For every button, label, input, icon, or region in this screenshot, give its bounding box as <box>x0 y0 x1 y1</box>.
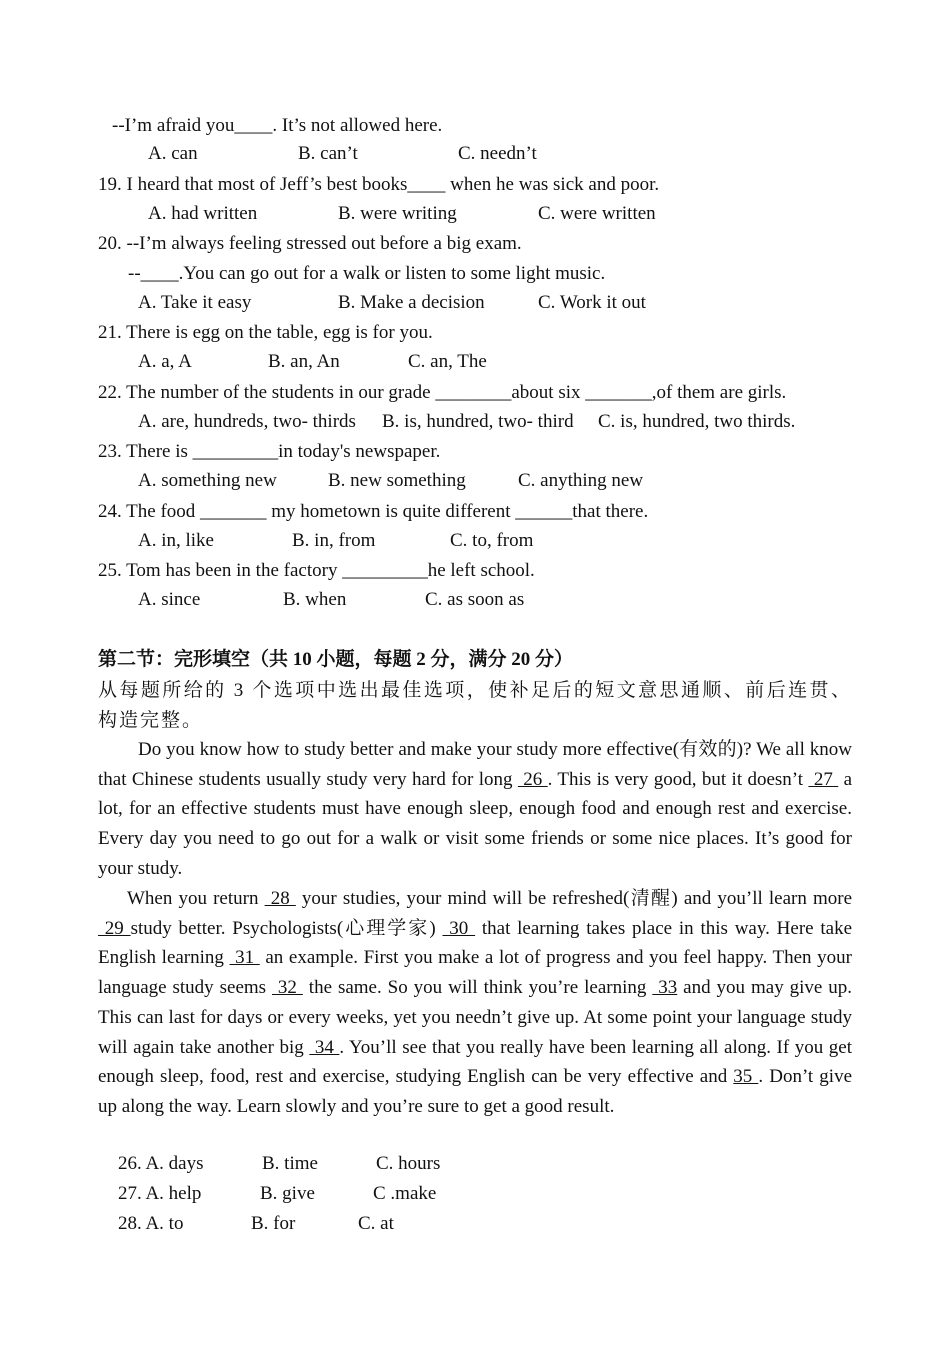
blank-34: 34 <box>309 1036 340 1058</box>
blank-32: 32 <box>272 977 303 999</box>
q25-stem: 25. Tom has been in the factory _________he left school. <box>98 560 535 581</box>
q28-option-b: B. for <box>251 1213 296 1234</box>
q24-stem: 24. The food _______ my hometown is quite different ______that there. <box>98 501 649 522</box>
passage-text: . You’ll see that you really have been learning all along. If you get enough sleep, food, rest and exercise, studying English can be very effective and <box>98 1036 852 1088</box>
q18-option-b: B. can’t <box>298 143 358 164</box>
q21-option-b: B. an, An <box>268 351 340 372</box>
passage-text: . Don’t give up along the way. Learn slowly and you’re sure to get a good result. <box>98 1066 852 1117</box>
q23-stem: 23. There is _________in today's newspaper. <box>98 441 441 462</box>
q28-option-a: 28. A. to <box>118 1213 184 1234</box>
q19-option-a: A. had written <box>148 203 258 224</box>
q24-option-b: B. in, from <box>292 530 376 551</box>
q18-option-c: C. needn’t <box>458 143 537 164</box>
q25-option-a: A. since <box>138 589 201 610</box>
q20-stem: 20. --I’m always feeling stressed out before a big exam. <box>98 233 522 254</box>
q28-option-c: C. at <box>358 1213 394 1234</box>
passage-text: Do you know how to study better and make your study more effective(有效的)? We all know that Chinese students usually study very hard for long <box>98 739 852 790</box>
q21-stem: 21. There is egg on the table, egg is for you. <box>98 322 433 343</box>
q19-option-b: B. were writing <box>338 203 457 224</box>
q21-option-a: A. a, A <box>138 351 192 372</box>
q26-option-a: 26. A. days <box>118 1153 204 1174</box>
passage-paragraph-1 <box>98 735 852 884</box>
q22-option-b: B. is, hundred, two- third <box>382 411 574 432</box>
q24-option-a: A. in, like <box>138 530 214 551</box>
passage-text: the same. So you will think you’re learning <box>302 977 653 999</box>
blank-27: 27 <box>808 768 839 790</box>
q23-option-a: A. something new <box>138 470 277 491</box>
q25-option-c: C. as soon as <box>425 589 525 610</box>
passage-text: an example. First you make a lot of progress and you feel happy. Then your language study seems <box>98 947 852 999</box>
q25-option-b: B. when <box>283 589 347 610</box>
q23-option-c: C. anything new <box>518 470 644 491</box>
passage-text: and you may give up. This can last for days or every weeks, yet you needn’t give up. At some point your language study will again take another big <box>98 977 853 1058</box>
passage-text: that learning takes place in this way. Here take English learning <box>98 917 853 969</box>
q21-option-c: C. an, The <box>408 351 487 372</box>
blank-29: 29 <box>98 917 131 939</box>
q19-option-c: C. were written <box>538 203 656 224</box>
passage-text: . This is very good, but it doesn’t <box>547 768 809 790</box>
passage-text: a lot, for an effective students must have enough sleep, enough food and enough rest and exercise. Every day you need to go out for a walk or visit some friends or some nice places. It’s good for your study. <box>98 768 853 879</box>
section-instruction: 从每题所给的 3 个选项中选出最佳选项，使补足后的短文意思通顺、前后连贯、构造完整。 <box>98 680 852 731</box>
q27-option-c: C .make <box>373 1183 437 1204</box>
blank-30: 30 <box>442 917 476 939</box>
blank-33: 33 <box>652 977 678 999</box>
q18-stem: --I’m afraid you____. It’s not allowed here. <box>112 115 443 136</box>
q20-option-b: B. Make a decision <box>338 292 485 313</box>
passage-text: When you return <box>127 888 265 909</box>
q26-option-c: C. hours <box>376 1153 441 1174</box>
q22-option-a: A. are, hundreds, two- thirds <box>138 411 356 432</box>
blank-28: 28 <box>264 888 296 909</box>
blank-31: 31 <box>229 947 260 969</box>
q23-option-b: B. new something <box>328 470 466 491</box>
q27-option-a: 27. A. help <box>118 1183 202 1204</box>
passage-text: your studies, your mind will be refreshed(清醒) and you’ll learn more <box>295 888 853 909</box>
blank-35: 35 <box>733 1066 759 1088</box>
passage-paragraph-2 <box>98 884 852 1122</box>
q18-option-a: A. can <box>148 143 198 164</box>
q24-option-c: C. to, from <box>450 530 534 551</box>
q20-option-a: A. Take it easy <box>138 292 252 313</box>
q26-option-b: B. time <box>262 1153 318 1174</box>
q20-option-c: C. Work it out <box>538 292 646 313</box>
q20-response: --____.You can go out for a walk or listen to some light music. <box>128 263 606 284</box>
blank-26: 26 <box>517 768 548 790</box>
section-heading: 第二节：完形填空（共 10 小题，每题 2 分，满分 20 分） <box>98 649 574 670</box>
passage-text: study better. Psychologists(心理学家) <box>130 917 443 939</box>
q19-stem: 19. I heard that most of Jeff’s best books____ when he was sick and poor. <box>98 174 660 195</box>
q27-option-b: B. give <box>260 1183 315 1204</box>
q22-option-c: C. is, hundred, two thirds. <box>598 411 796 432</box>
q22-stem: 22. The number of the students in our grade ________about six _______,of them are girls. <box>98 382 787 403</box>
